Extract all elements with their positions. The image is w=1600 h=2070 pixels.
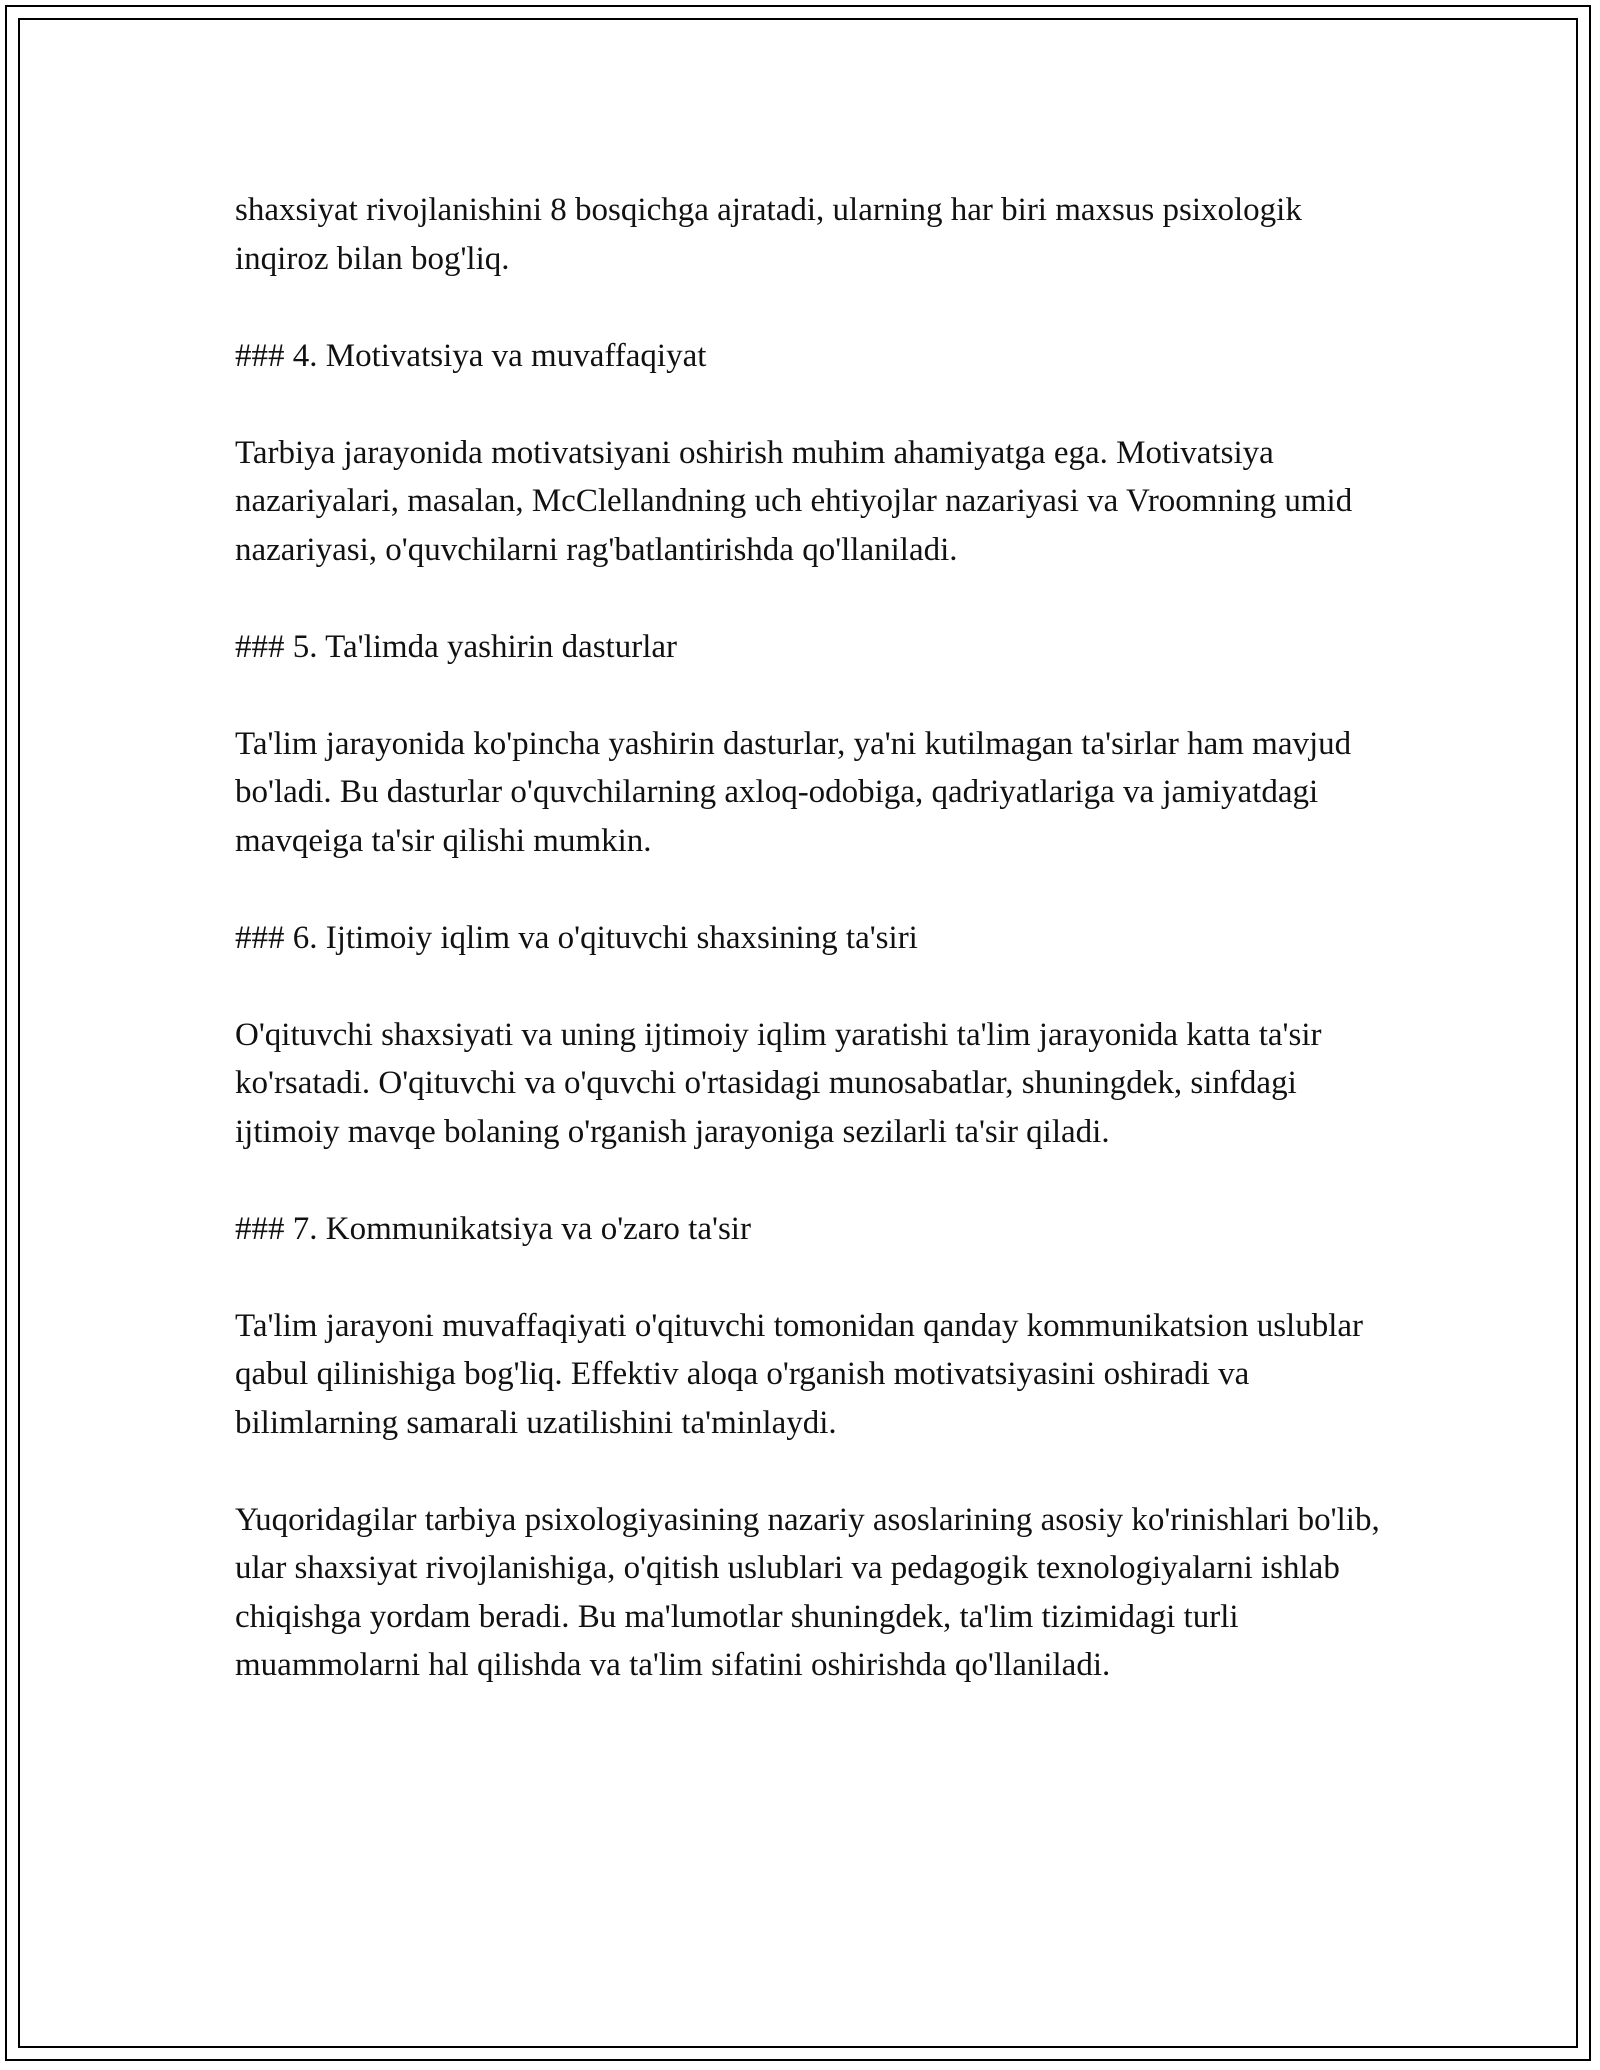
paragraph-hidden-curriculum: Ta'lim jarayonida ko'pincha yashirin dasturlar, ya'ni kutilmagan ta'sirlar ham mavjud bo'ladi. Bu dasturlar o'quvchilarning axloq-odobiga, qadriyatlariga va jamiyatdagi mavqeiga ta'sir qilishi mumkin. [235, 725, 1352, 859]
heading-communication: ### 7. Kommunikatsiya va o'zaro ta'sir [235, 1210, 751, 1247]
paragraph-motivation: Tarbiya jarayonida motivatsiyani oshirish muhim ahamiyatga ega. Motivatsiya nazariyalari, masalan, McClellandning uch ehtiyojlar nazariyasi va Vroomning umid nazariyasi, o'quvchilarni rag'batlantirishda qo'llaniladi. [235, 434, 1353, 568]
paragraph-social-climate: O'qituvchi shaxsiyati va uning ijtimoiy iqlim yaratishi ta'lim jarayonida katta ta'sir ko'rsatadi. O'qituvchi va o'quvchi o'rtasidagi munosabatlar, shuningdek, sinfdagi ijtimoiy mavqe bolaning o'rganish jarayoniga sezilarli ta'sir qiladi. [235, 1016, 1322, 1150]
heading-hidden-curriculum: ### 5. Ta'limda yashirin dasturlar [235, 628, 678, 665]
paragraph-conclusion: Yuqoridagilar tarbiya psixologiyasining nazariy asoslarining asosiy ko'rinishlari bo'lib, ular shaxsiyat rivojlanishiga, o'qitish uslublari va pedagogik texnologiyalarni ishlab chiqishga yordam beradi. Bu ma'lumotlar shuningdek, ta'lim tizimidagi turli muammolarni hal qilishda va ta'lim sifatini oshirishda qo'llaniladi. [235, 1501, 1380, 1683]
document-body [235, 186, 1385, 1738]
paragraph-communication: Ta'lim jarayoni muvaffaqiyati o'qituvchi tomonidan qanday kommunikatsion uslublar qabul qilinishiga bog'liq. Effektiv aloqa o'rganish motivatsiyasini oshiradi va bilimlarning samarali uzatilishini ta'minlaydi. [235, 1307, 1364, 1441]
paragraph-continuation: shaxsiyat rivojlanishini 8 bosqichga ajratadi, ularning har biri maxsus psixologik inqiroz bilan bog'liq. [235, 192, 1302, 277]
heading-social-climate: ### 6. Ijtimoiy iqlim va o'qituvchi shaxsining ta'siri [235, 919, 918, 956]
heading-motivation: ### 4. Motivatsiya va muvaffaqiyat [235, 337, 707, 374]
